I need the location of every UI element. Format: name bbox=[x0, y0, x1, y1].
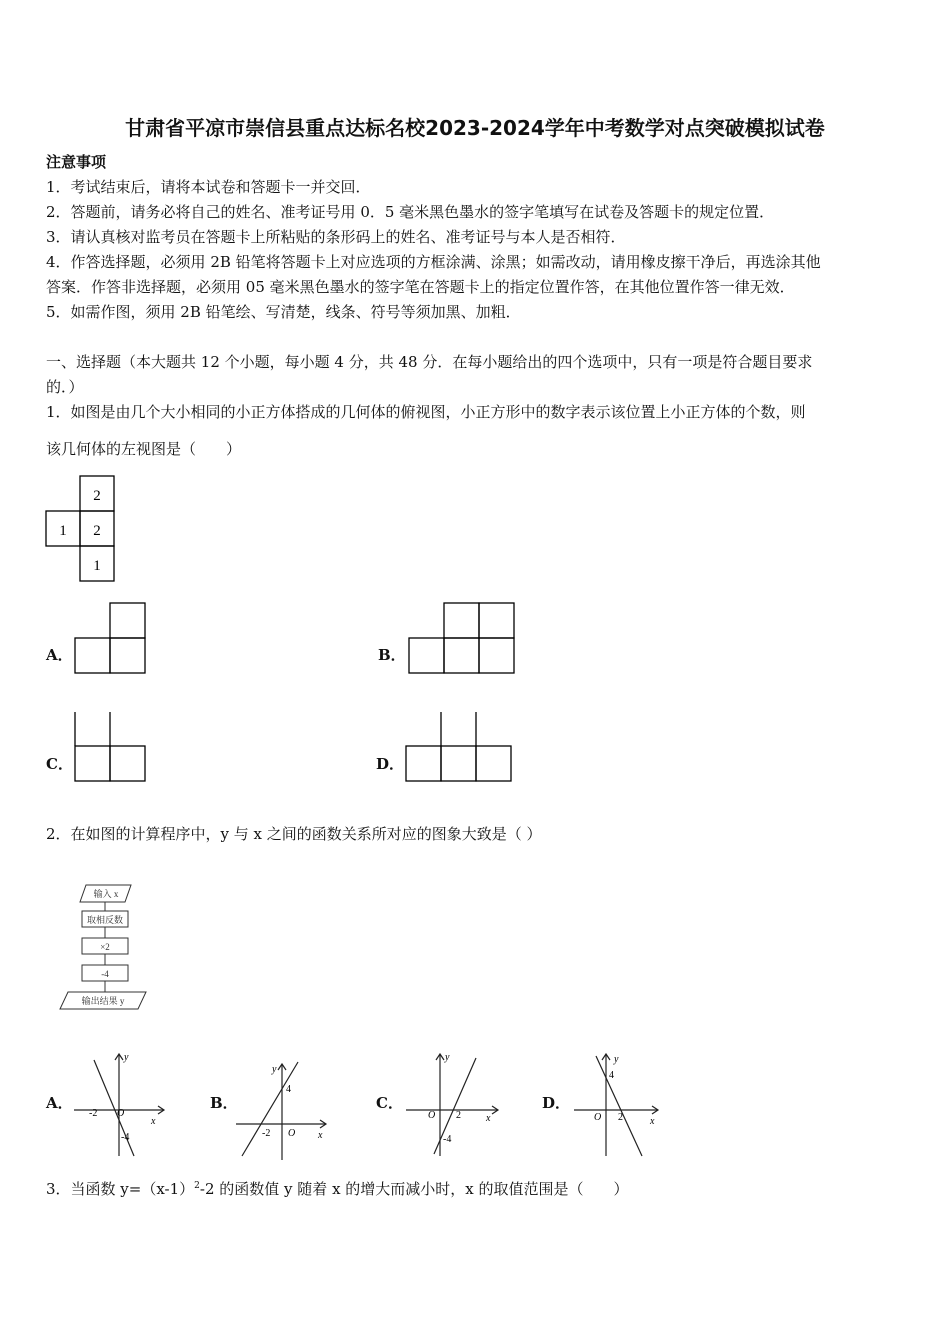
question-1-text-cont: 该几何体的左视图是（ ） bbox=[46, 440, 242, 458]
flow-step-negate: 取相反数 bbox=[86, 915, 124, 925]
axis-x-label: x bbox=[650, 1116, 655, 1127]
q1-top-view-grid bbox=[40, 470, 130, 590]
q2-option-b-graph[interactable] bbox=[234, 1052, 334, 1164]
y-intercept-label: -4 bbox=[121, 1132, 130, 1143]
x-intercept-label: -2 bbox=[262, 1128, 271, 1139]
axis-y-label: y bbox=[445, 1052, 450, 1063]
question-3-suffix: -2 的函数值 y 随着 x 的增大而减小时，x 的取值范围是（ ） bbox=[199, 1180, 629, 1198]
flow-step-multiply: ×2 bbox=[100, 942, 110, 952]
axis-x-label: x bbox=[486, 1113, 491, 1124]
q2-option-c-graph[interactable] bbox=[404, 1048, 504, 1160]
q1-option-b-label[interactable]: B． bbox=[378, 646, 406, 664]
flow-step-output: 输出结果 y bbox=[81, 996, 125, 1006]
y-intercept-label: 4 bbox=[286, 1084, 291, 1095]
origin-label: O bbox=[117, 1108, 125, 1119]
q2-option-a-label[interactable]: A． bbox=[46, 1094, 73, 1112]
q2-option-d-graph[interactable] bbox=[572, 1048, 672, 1160]
grid-cell-top: 2 bbox=[93, 488, 101, 504]
axis-x-label: x bbox=[318, 1130, 323, 1141]
q2-flowchart bbox=[56, 880, 156, 1015]
grid-cell-bottom: 1 bbox=[93, 558, 101, 574]
notice-item: 5．如需作图，须用 2B 铅笔绘、写清楚，线条、符号等须加黑、加粗． bbox=[46, 303, 521, 321]
q1-option-a-label[interactable]: A． bbox=[46, 646, 73, 664]
x-intercept-label: 2 bbox=[456, 1110, 461, 1121]
origin-label: O bbox=[428, 1110, 436, 1121]
question-1-text: 1．如图是由几个大小相同的小正方体搭成的几何体的俯视图，小正方形中的数字表示该位置上小正方体的个数，则 bbox=[46, 403, 806, 421]
x-intercept-label: 2 bbox=[618, 1112, 623, 1123]
notice-item: 答案．作答非选择题，必须用 05 毫米黑色墨水的签字笔在答题卡上的指定位置作答，在其他位置作答一律无效． bbox=[46, 278, 795, 296]
notice-item: 1．考试结束后，请将本试卷和答题卡一并交回． bbox=[46, 178, 371, 196]
origin-label: O bbox=[594, 1112, 602, 1123]
axis-y-label: y bbox=[124, 1052, 129, 1063]
section-heading-cont: 的．） bbox=[46, 378, 84, 396]
notice-heading: 注意事项 bbox=[46, 153, 107, 171]
notice-item: 2．答题前，请务必将自己的姓名、准考证号用 0．5 毫米黑色墨水的签字笔填写在试卷及答题卡的规定位置． bbox=[46, 203, 775, 221]
q2-option-c-label[interactable]: C． bbox=[376, 1094, 403, 1112]
grid-cell-mid-right: 2 bbox=[93, 523, 101, 539]
question-3-exponent: 2 bbox=[194, 1181, 200, 1191]
notice-item: 4．作答选择题，必须用 2B 铅笔将答题卡上对应选项的方框涂满、涂黑；如需改动，请用橡皮擦干净后，再选涂其他 bbox=[46, 253, 821, 271]
q1-option-b-figure[interactable] bbox=[406, 600, 521, 678]
q2-option-d-label[interactable]: D． bbox=[542, 1094, 571, 1112]
q1-option-c-figure[interactable] bbox=[70, 708, 150, 786]
y-intercept-label: 4 bbox=[609, 1070, 614, 1081]
axis-y-label: y bbox=[614, 1054, 619, 1065]
notice-item: 3．请认真核对监考员在答题卡上所粘贴的条形码上的姓名、准考证号与本人是否相符． bbox=[46, 228, 626, 246]
flow-step-subtract: -4 bbox=[101, 969, 109, 979]
question-3-text bbox=[46, 1176, 629, 1199]
question-2-text: 2．在如图的计算程序中，y 与 x 之间的函数关系所对应的图象大致是（ ） bbox=[46, 825, 542, 843]
flow-step-input: 输入 x bbox=[93, 889, 119, 899]
q2-option-a-graph[interactable] bbox=[72, 1048, 172, 1160]
q1-option-a-figure[interactable] bbox=[72, 600, 152, 678]
axis-x-label: x bbox=[151, 1116, 156, 1127]
x-intercept-label: -2 bbox=[89, 1108, 98, 1119]
question-3-prefix: 3．当函数 y=（x-1） bbox=[46, 1180, 195, 1198]
q1-option-c-label[interactable]: C． bbox=[46, 755, 73, 773]
section-heading: 一、选择题（本大题共 12 个小题，每小题 4 分，共 48 分．在每小题给出的四个选项中，只有一项是符合题目要求 bbox=[46, 353, 813, 371]
origin-label: O bbox=[288, 1128, 296, 1139]
q1-option-d-figure[interactable] bbox=[402, 708, 517, 786]
page-title: 甘肃省平凉市崇信县重点达标名校2023-2024学年中考数学对点突破模拟试卷 bbox=[125, 116, 825, 140]
axis-y-label: y bbox=[272, 1064, 277, 1075]
y-intercept-label: -4 bbox=[443, 1134, 452, 1145]
grid-cell-mid-left: 1 bbox=[59, 523, 67, 539]
q2-option-b-label[interactable]: B． bbox=[210, 1094, 238, 1112]
q1-option-d-label[interactable]: D． bbox=[376, 755, 405, 773]
